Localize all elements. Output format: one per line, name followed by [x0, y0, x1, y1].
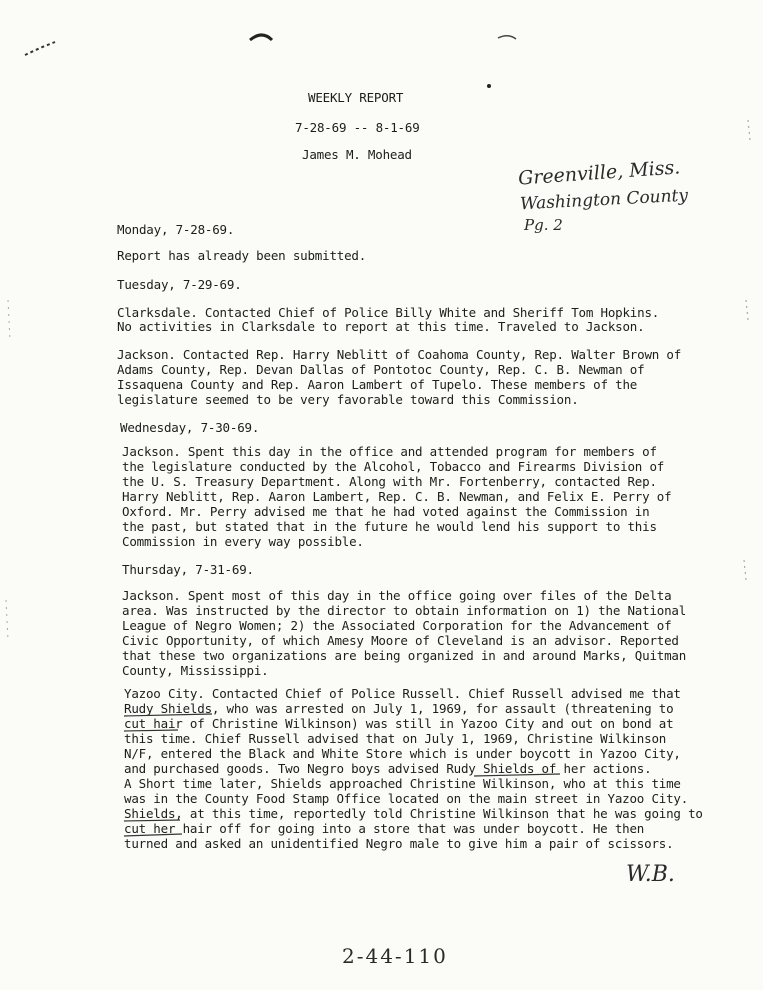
text-line: legislature seemed to be very favorable toward this Commission.	[117, 392, 579, 407]
text-line: the U. S. Treasury Department. Along with Mr. Fortenberry, contacted Rep.	[122, 474, 657, 489]
text-line: No activities in Clarksdale to report at this time. Traveled to Jackson.	[117, 319, 645, 334]
text-line: League of Negro Women; 2) the Associated Corporation for the Advancement of	[122, 618, 672, 633]
report-dates: 7-28-69 -- 8-1-69	[295, 120, 420, 135]
text-line: Adams County, Rep. Devan Dallas of Pontotoc County, Rep. C. B. Newman of	[117, 362, 645, 377]
monday-text: Report has already been submitted.	[117, 248, 367, 263]
text-line: this time. Chief Russell advised that on July 1, 1969, Christine Wilkinson	[124, 731, 667, 746]
text-line: Clarksdale. Contacted Chief of Police Billy White and Sheriff Tom Hopkins.	[117, 305, 660, 320]
text-line: Jackson. Spent most of this day in the office going over files of the Delta	[122, 588, 672, 603]
text-line: A Short time later, Shields approached Christine Wilkinson, who at this time	[124, 776, 681, 791]
text-line: Yazoo City. Contacted Chief of Police Russell. Chief Russell advised me that	[124, 686, 681, 701]
text-line: and purchased goods. Two Negro boys advised Rudy Shields of her actions.	[124, 761, 652, 776]
text-line: was in the County Food Stamp Office located on the main street in Yazoo City.	[124, 791, 689, 806]
monday-heading: Monday, 7-28-69.	[117, 222, 235, 237]
text-line: Jackson. Spent this day in the office and attended program for members of	[122, 444, 657, 459]
text-line: Shields, at this time, reportedly told Christine Wilkinson that he was going to	[124, 806, 703, 821]
text-line: Oxford. Mr. Perry advised me that he had voted against the Commission in	[122, 504, 650, 519]
text-line: cut her hair off for going into a store that was under boycott. He then	[124, 821, 645, 836]
text-line: turned and asked an unidentified Negro male to give him a pair of scissors.	[124, 836, 674, 851]
handwritten-city: Greenville, Miss.	[517, 156, 681, 190]
text-line: area. Was instructed by the director to obtain information on 1) the National	[122, 603, 687, 618]
report-title: WEEKLY REPORT	[308, 90, 404, 105]
text-line: Commission in every way possible.	[122, 534, 364, 549]
text-line: Civic Opportunity, of which Amesy Moore of Cleveland is an advisor. Reported	[122, 633, 679, 648]
text-line: the legislature conducted by the Alcohol, Tobacco and Firearms Division of	[122, 459, 665, 474]
text-line: County, Mississippi.	[122, 663, 269, 678]
text-line: Jackson. Contacted Rep. Harry Neblitt of Coahoma County, Rep. Walter Brown of	[117, 347, 682, 362]
text-line: cut hair of Christine Wilkinson) was still in Yazoo City and out on bond at	[124, 716, 674, 731]
thursday-heading: Thursday, 7-31-69.	[122, 562, 254, 577]
report-author: James M. Mohead	[302, 147, 412, 162]
handwritten-county: Washington County	[519, 185, 689, 215]
text-line: Harry Neblitt, Rep. Aaron Lambert, Rep. C. B. Newman, and Felix E. Perry of	[122, 489, 672, 504]
text-line: the past, but stated that in the future he would lend his support to this	[122, 519, 657, 534]
text-line: Rudy Shields, who was arrested on July 1, 1969, for assault (threatening to	[124, 701, 674, 716]
tuesday-heading: Tuesday, 7-29-69.	[117, 277, 242, 292]
handwritten-initials: W.B.	[626, 862, 675, 887]
text-line: Issaquena County and Rep. Aaron Lambert of Tupelo. These members of the	[117, 377, 638, 392]
text-line: N/F, entered the Black and White Store which is under boycott in Yazoo City,	[124, 746, 681, 761]
handwritten-doc-number: 2-44-110	[342, 944, 448, 968]
text-line: that these two organizations are being organized in and around Marks, Quitman	[122, 648, 687, 663]
handwritten-page: Pg. 2	[524, 216, 563, 234]
wednesday-heading: Wednesday, 7-30-69.	[120, 420, 260, 435]
